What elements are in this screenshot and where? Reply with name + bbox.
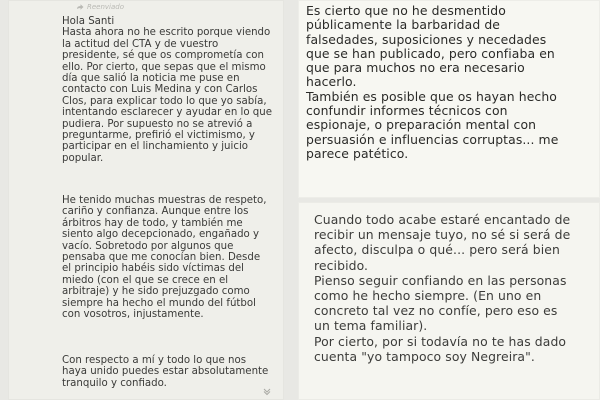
message-paragraph-2: He tenido muchas muestras de respeto, cariño y confianza. Aunque entre los árbitros hay de todo, y también me siento algo decepcionado, engañado y vacío. Sobretodo por algunos que pensaba que me conocían bien. Desde el principio habéis sido víctimas del miedo (con el que se crece en el arbitraje) y he sido prejuzgado como siempre ha hecho el mundo del fútbol con vosotros, injustamente. <box>62 195 267 321</box>
forward-arrow-icon <box>76 3 84 11</box>
message-paragraph-3: Con respecto a mí y todo lo que nos haya unido puedes estar absolutamente tranquilo y confiado. <box>62 355 269 389</box>
forwarded-indicator <box>76 2 124 12</box>
right-top-message-panel <box>298 0 600 198</box>
message-paragraph-right-top: Es cierto que no he desmentido públicamente la barbaridad de falsedades, suposiciones y necedades que se han publicado, pero confiaba en que para muchos no era necesario hacerlo. También es posible que os hayan hecho confundir informes técnicos con espionaje, o preparación mental con persuasión e influencias corruptas... me parece patético. <box>306 3 559 161</box>
chevron-down-icon[interactable] <box>262 386 272 396</box>
right-bottom-message-panel <box>298 202 600 400</box>
message-paragraph-right-bottom: Cuando todo acabe estaré encantado de recibir un mensaje tuyo, no sé si será de afecto, disculpa o qué... pero será bien recibido. Pienso seguir confiando en las personas como he hecho siempre. (En uno en concreto tal vez no confíe, pero eso es un tema familiar). Por cierto, por si todavía no te has dado cuenta "yo tampoco soy Negreira". <box>314 212 571 364</box>
left-message-panel <box>8 0 284 400</box>
message-paragraph-1: Hola Santi Hasta ahora no he escrito porque viendo la actitud del CTA y de vuestro presidente, sé que os comprometía con ello. Por cierto, que sepas que el mismo día que salió la noticia me puse en contacto con Luis Medina y con Carlos Clos, para explicar todo lo que yo sabía, intentando esclarecer y ayudar en lo que pudiera. Por supuesto no se atrevió a preguntarme, prefirió el victimismo, y participar en el linchamiento y juicio popular. <box>62 16 273 164</box>
forwarded-label: Reenviado <box>87 3 125 11</box>
